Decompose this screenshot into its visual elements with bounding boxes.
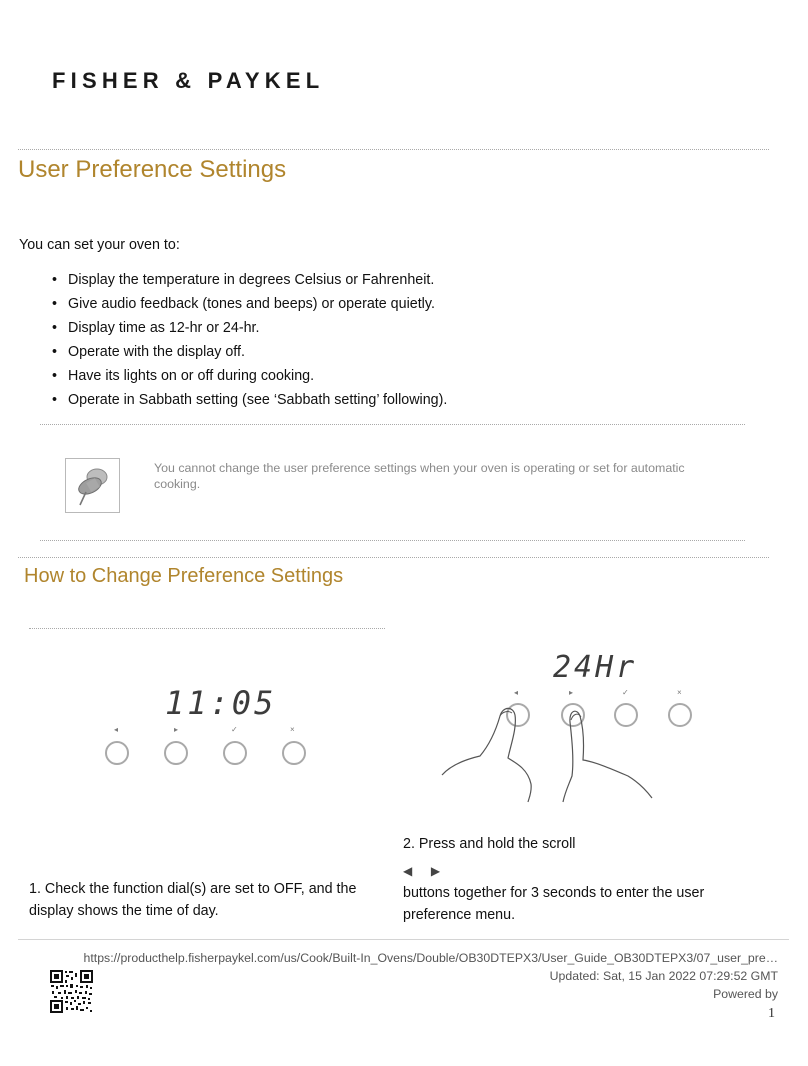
right-arrow-icon: ▶ — [430, 864, 441, 878]
list-item: • Operate with the display off. — [52, 344, 245, 360]
cancel-button — [668, 703, 692, 727]
check-icon: ✓ — [231, 725, 238, 734]
left-arrow-icon: ◀ — [403, 864, 413, 878]
hands-pressing-buttons-icon — [438, 700, 663, 805]
page-number: 1 — [768, 1006, 775, 1021]
qr-code-icon — [50, 970, 93, 1013]
step-2-text: 2. Press and hold the scroll — [403, 836, 576, 852]
right-arrow-icon: ▸ — [174, 725, 179, 734]
note-text: You cannot change the user preference settings when your oven is operating or set for automatic cooking. — [154, 461, 685, 491]
scroll-arrows — [403, 864, 440, 878]
right-arrow-icon: ▸ — [569, 688, 574, 697]
list-item: • Operate in Sabbath setting (see ‘Sabbath setting’ following). — [52, 392, 448, 408]
list-item: • Display the temperature in degrees Celsius or Fahrenheit. — [52, 272, 435, 288]
cancel-icon: × — [677, 688, 682, 697]
list-item: • Display time as 12-hr or 24-hr. — [52, 320, 260, 336]
brand-logo: FISHER & PAYKEL — [52, 68, 325, 93]
cancel-icon: × — [290, 725, 295, 734]
list-item: • Have its lights on or off during cooking. — [52, 368, 315, 384]
scroll-left-button — [105, 741, 129, 765]
confirm-button — [223, 741, 247, 765]
step-2-text-continued: buttons together for 3 seconds to enter the user preference menu. — [403, 885, 705, 923]
divider — [18, 557, 769, 558]
cancel-button — [282, 741, 306, 765]
footer-divider — [18, 939, 789, 940]
powered-by-text: Powered by — [713, 987, 778, 1001]
section-title: User Preference Settings — [18, 156, 287, 183]
section-title: How to Change Preference Settings — [24, 565, 344, 587]
feature-list — [52, 268, 447, 412]
oven-display: 24Hr — [553, 650, 638, 685]
note-divider-bottom — [40, 540, 745, 541]
pushpin-icon — [65, 458, 120, 513]
list-item: • Give audio feedback (tones and beeps) or operate quietly. — [52, 296, 435, 312]
scroll-right-button — [164, 741, 188, 765]
left-arrow-icon: ◂ — [114, 725, 119, 734]
oven-display: 11:05 — [165, 684, 277, 722]
updated-timestamp: Updated: Sat, 15 Jan 2022 07:29:52 GMT — [549, 969, 778, 983]
intro-text: You can set your oven to: — [19, 237, 180, 253]
divider — [29, 628, 385, 629]
step-1-text: 1. Check the function dial(s) are set to OFF, and the display shows the time of day. — [29, 881, 357, 919]
source-url: https://producthelp.fisherpaykel.com/us/Cook/Built-In_Ovens/Double/OB30DTEPX3/User_Guide_OB30DTEPX3/07_user_pre… — [83, 951, 778, 965]
divider — [18, 149, 769, 150]
left-arrow-icon: ◂ — [514, 688, 519, 697]
note-divider-top — [40, 424, 745, 425]
check-icon: ✓ — [622, 688, 629, 697]
